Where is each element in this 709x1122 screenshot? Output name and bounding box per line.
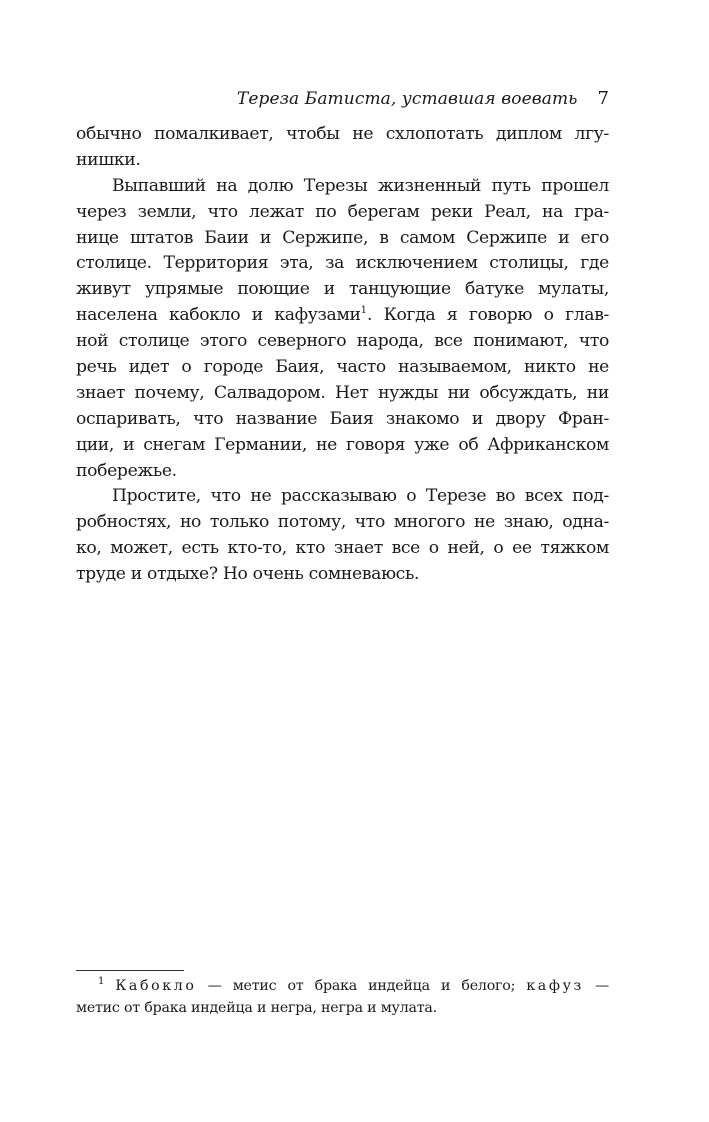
footnote-line: метис от брака индейца и негра, негра и мулата. [76,1000,437,1016]
body-text [76,122,609,588]
text-line: Выпавший на долю Терезы жизненный путь прошел [112,175,609,196]
footnote-divider [76,970,184,971]
footnote [76,975,609,1019]
text-line: труде и отдыхе? Но очень сомневаюсь. [76,564,420,585]
text-line: живут упрямые поющие и танцующие батуке мулаты, [76,279,609,300]
footnote-line [76,975,609,997]
footnote-text: — [583,978,609,994]
footnote-text: — метис от брака индейца и белого; [196,978,527,994]
text-fragment: . Когда я говорю о глав- [366,305,609,326]
footnote-term: Кабокло [115,978,197,994]
page-number: 7 [597,88,609,109]
text-line: столице. Территория эта, за исключением столицы, где [76,253,609,274]
text-line: оспаривать, что название Баия знакомо и двору Фран- [76,408,609,429]
footnote-reference[interactable]: 1 [360,305,367,317]
text-line: ной столице этого северного народа, все понимают, что [76,331,609,352]
running-head [76,88,609,114]
text-line: робностях, но только потому, что многого не знаю, одна- [76,512,609,533]
footnote-marker: 1 [98,976,105,987]
text-line: знает почему, Салвадором. Нет нужды ни обсуждать, ни [76,382,609,403]
text-line: побережье. [76,460,177,481]
text-line: через земли, что лежат по берегам реки Реал, на гра- [76,201,609,222]
text-fragment: населена кабокло и кафузами [76,305,361,326]
running-title: Тереза Батиста, уставшая воевать [236,89,578,109]
text-line: ции, и снегам Германии, не говоря уже об Африканском [76,434,609,455]
text-line: нишки. [76,149,141,170]
text-line-with-footnote [76,303,609,329]
text-line: ко, может, есть кто-то, кто знает все о ней, о ее тяжком [76,538,609,559]
text-line: обычно помалкивает, чтобы не схлопотать диплом лгу- [76,124,609,144]
text-line: речь идет о городе Баия, часто называемом, никто не [76,357,609,378]
text-line: Простите, что не рассказываю о Терезе во всех под- [112,486,609,507]
footnote-term: кафуз [526,978,584,994]
text-line: нице штатов Баии и Сержипе, в самом Сержипе и его [76,227,609,248]
